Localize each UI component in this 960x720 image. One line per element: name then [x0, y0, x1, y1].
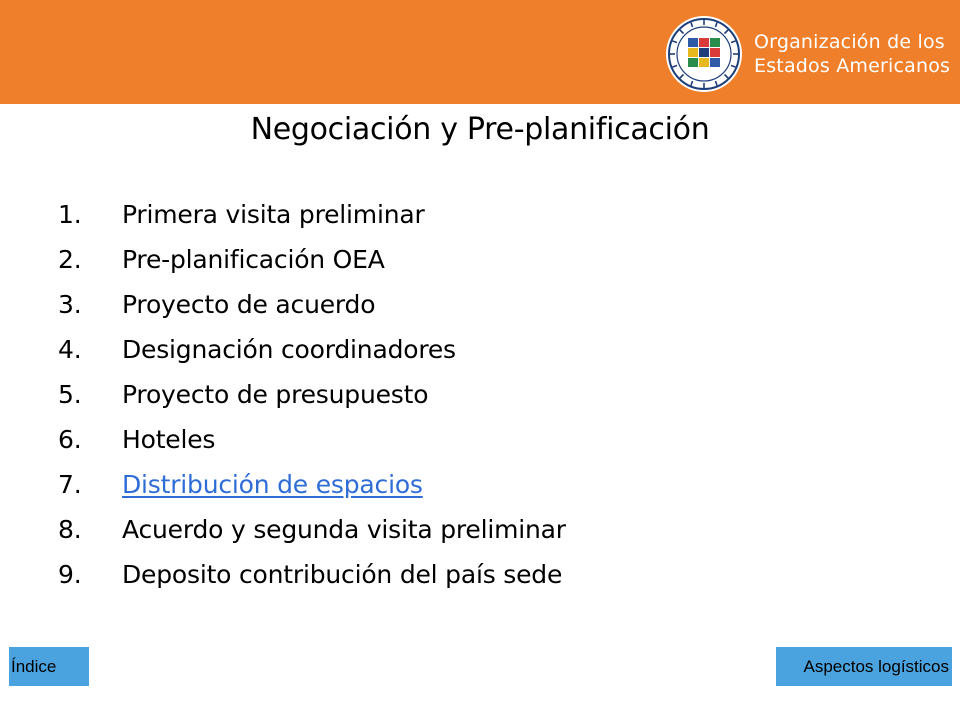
- step-label: Primera visita preliminar: [122, 200, 425, 229]
- org-name-line2: Estados Americanos: [754, 55, 951, 77]
- step-number: 7.: [58, 470, 82, 499]
- list-item-3: [58, 282, 566, 327]
- header-band: [0, 0, 960, 104]
- step-number: 1.: [58, 200, 82, 229]
- step-label: Deposito contribución del país sede: [122, 560, 563, 589]
- list-item-5: [58, 372, 566, 417]
- slide-title: Negociación y Pre-planificación: [250, 112, 710, 147]
- org-name: [754, 30, 950, 78]
- step-number: 9.: [58, 560, 82, 589]
- step-label: Proyecto de acuerdo: [122, 290, 376, 319]
- list-item-8: [58, 507, 566, 552]
- step-label: Pre-planificación OEA: [122, 245, 385, 274]
- distribucion-espacios-link[interactable]: Distribución de espacios: [122, 470, 423, 499]
- step-label: Acuerdo y segunda visita preliminar: [122, 515, 566, 544]
- step-label: Designación coordinadores: [122, 335, 456, 364]
- list-item-6: [58, 417, 566, 462]
- step-number: 6.: [58, 425, 82, 454]
- step-number: 2.: [58, 245, 82, 274]
- step-label: Proyecto de presupuesto: [122, 380, 429, 409]
- list-item-4: [58, 327, 566, 372]
- step-number: 3.: [58, 290, 82, 319]
- step-number: 4.: [58, 335, 82, 364]
- oas-seal-icon: [664, 14, 744, 94]
- org-logo: [664, 12, 954, 96]
- indice-button-label: Índice: [11, 656, 57, 676]
- step-number: 8.: [58, 515, 82, 544]
- list-item-1: [58, 192, 566, 237]
- list-item-7: [58, 462, 566, 507]
- list-item-9: [58, 552, 566, 597]
- steps-list: [58, 192, 566, 597]
- indice-button[interactable]: [9, 647, 89, 686]
- step-number: 5.: [58, 380, 82, 409]
- aspectos-logisticos-button[interactable]: [776, 647, 952, 686]
- list-item-2: [58, 237, 566, 282]
- aspectos-logisticos-button-label: Aspectos logísticos: [803, 656, 949, 676]
- step-label: Hoteles: [122, 425, 216, 454]
- org-name-line1: Organización de los: [754, 31, 945, 53]
